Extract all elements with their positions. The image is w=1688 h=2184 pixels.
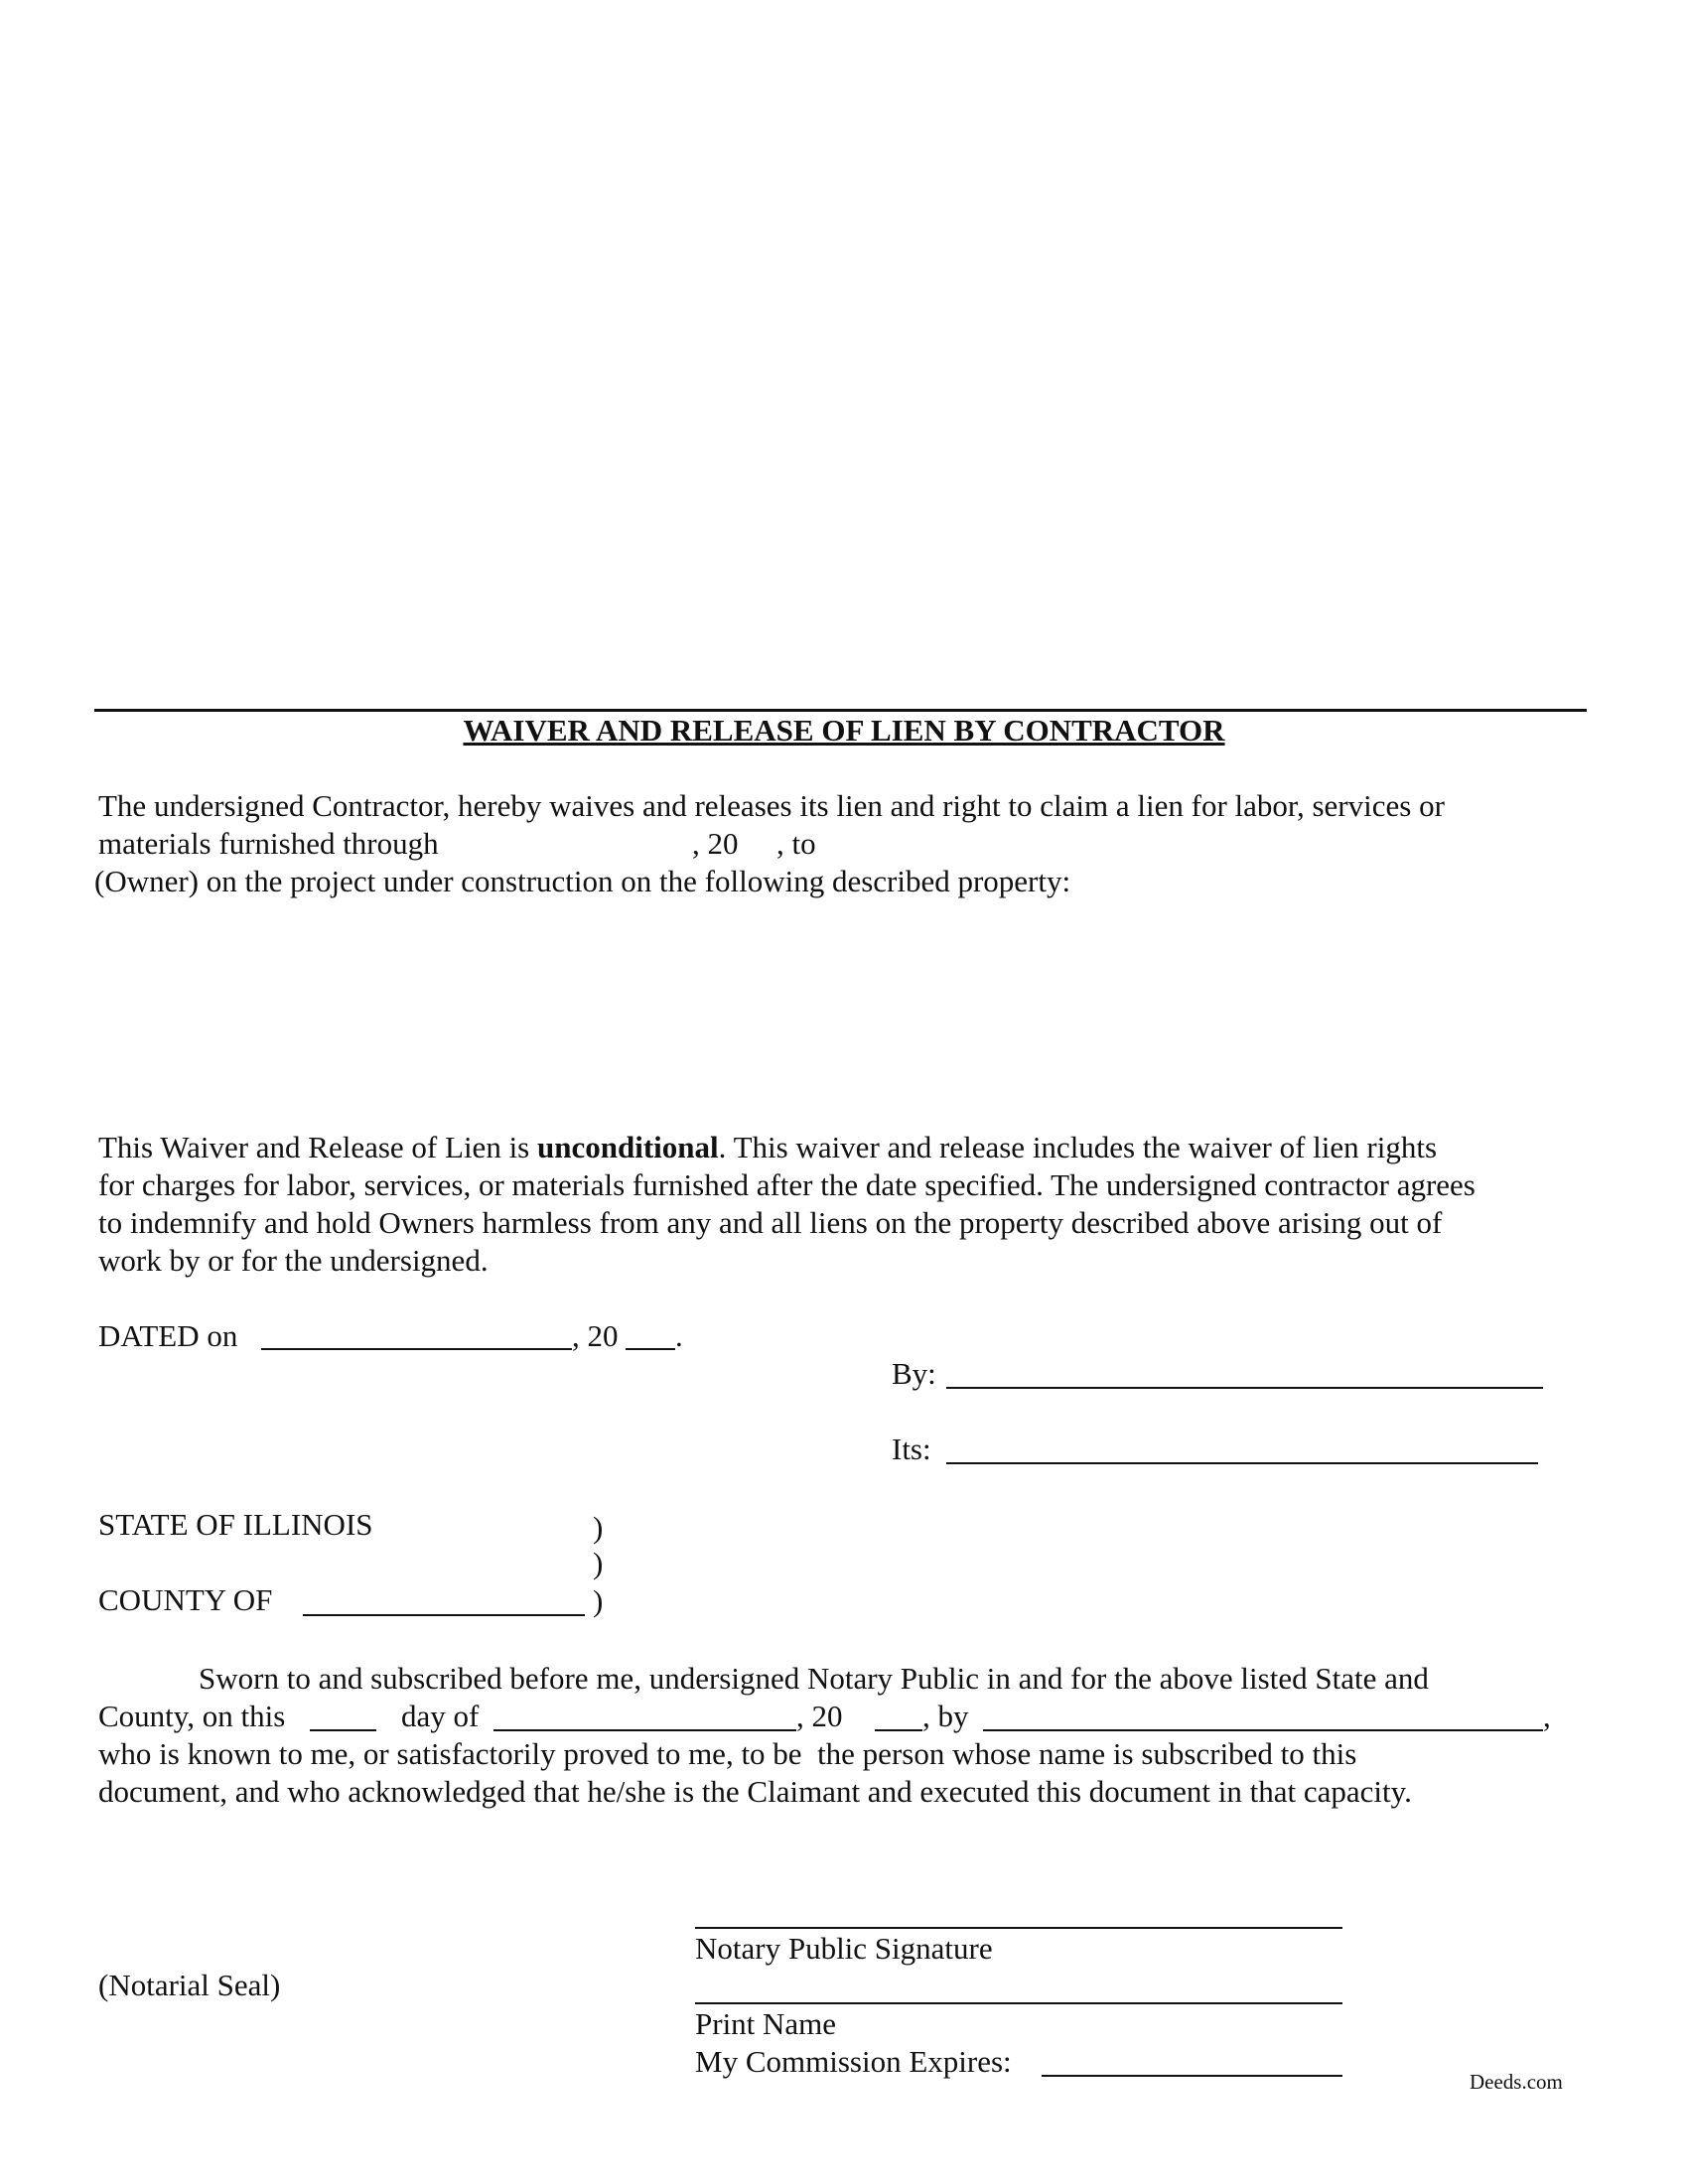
dated-end: . <box>675 1318 683 1353</box>
intro-line-2-year: , 20 <box>692 826 739 861</box>
by-signature-field[interactable] <box>946 1387 1543 1389</box>
notary-county-on-this: County, on this <box>98 1699 286 1733</box>
print-name-field[interactable] <box>695 2002 1342 2004</box>
notary-day-of: day of <box>401 1699 480 1733</box>
notary-line-2-comma: , <box>1543 1699 1551 1733</box>
notary-line-1: Sworn to and subscribed before me, undersigned Notary Public in and for the above listed State and <box>199 1661 1429 1696</box>
intro-line-3: (Owner) on the project under construction on the following described property: <box>94 864 1071 898</box>
intro-line-2-to: , to <box>776 826 816 861</box>
waiver-line-4: work by or for the undersigned. <box>98 1243 489 1278</box>
print-name-label: Print Name <box>695 2006 837 2041</box>
state-of-illinois: STATE OF ILLINOIS <box>98 1507 373 1542</box>
county-name-field[interactable] <box>303 1614 585 1616</box>
commission-expires-label: My Commission Expires: <box>695 2044 1012 2079</box>
waiver-line-1-end: . This waiver and release includes the waiver of lien rights <box>718 1130 1438 1164</box>
venue-paren-1: ) <box>593 1510 604 1545</box>
notary-year-prefix: , 20 <box>796 1699 843 1733</box>
dated-label: DATED on <box>98 1318 246 1353</box>
waiver-unconditional: unconditional <box>537 1130 719 1164</box>
dated-date-field[interactable] <box>261 1348 572 1350</box>
notary-signature-field[interactable] <box>695 1927 1342 1929</box>
by-label: By: <box>892 1356 936 1391</box>
notary-signature-label: Notary Public Signature <box>695 1931 993 1966</box>
notarial-seal: (Notarial Seal) <box>98 1968 281 2002</box>
county-of-label: COUNTY OF <box>98 1582 273 1617</box>
notary-year-field[interactable] <box>875 1729 922 1731</box>
notary-line-4: document, and who acknowledged that he/she is the Claimant and executed this document in that capacity. <box>98 1774 1412 1809</box>
deeds-brand: Deeds.com <box>1470 2070 1563 2094</box>
waiver-line-1 <box>98 1129 1437 1166</box>
venue-paren-2: ) <box>593 1546 604 1580</box>
notary-month-field[interactable] <box>493 1729 796 1731</box>
notary-day-field[interactable] <box>310 1729 376 1731</box>
dated-year-prefix: , 20 <box>572 1318 619 1353</box>
notary-signer-name-field[interactable] <box>983 1729 1543 1731</box>
venue-paren-3: ) <box>593 1583 604 1618</box>
intro-line-2-start: materials furnished through <box>98 826 439 861</box>
waiver-line-2: for charges for labor, services, or materials furnished after the date specified. The undersigned contractor agrees <box>98 1167 1476 1202</box>
commission-expires-field[interactable] <box>1042 2075 1342 2077</box>
document-title: WAIVER AND RELEASE OF LIEN BY CONTRACTOR <box>463 713 1225 748</box>
notary-by: , by <box>922 1699 969 1733</box>
its-label: Its: <box>892 1432 931 1466</box>
waiver-line-1-start: This Waiver and Release of Lien is <box>98 1130 537 1164</box>
its-title-field[interactable] <box>946 1462 1538 1464</box>
notary-line-3: who is known to me, or satisfactorily proved to me, to be the person whose name is subscribed to this <box>98 1736 1357 1771</box>
intro-line-1: The undersigned Contractor, hereby waives and releases its lien and right to claim a lien for labor, services or <box>98 788 1445 823</box>
waiver-line-3: to indemnify and hold Owners harmless from any and all liens on the property described above arising out of <box>98 1205 1443 1240</box>
dated-year-field[interactable] <box>626 1348 675 1350</box>
